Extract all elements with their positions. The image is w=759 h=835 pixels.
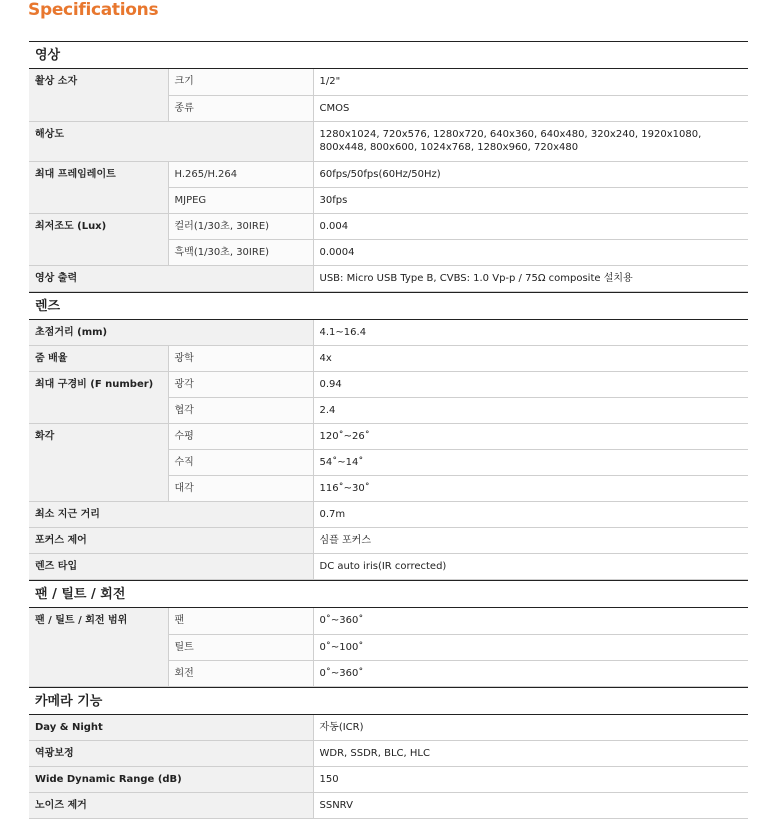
row-header: 줌 배율 <box>29 346 168 372</box>
row-value: USB: Micro USB Type B, CVBS: 1.0 Vp-p / 75Ω composite 설치용 <box>313 265 748 291</box>
table-row <box>29 741 748 767</box>
row-header: 촬상 소자 <box>29 69 168 121</box>
row-value: 30fps <box>313 187 748 213</box>
row-subheader: 틸트 <box>168 634 313 660</box>
row-subheader: 흑백(1/30초, 30IRE) <box>168 239 313 265</box>
row-header: 최대 구경비 (F number) <box>29 372 168 424</box>
table-row <box>29 320 748 346</box>
section-table-camera-functions <box>29 715 748 820</box>
row-subheader: MJPEG <box>168 187 313 213</box>
row-subheader: 수직 <box>168 450 313 476</box>
row-header: 최소 지근 거리 <box>29 502 313 528</box>
row-subheader: 회전 <box>168 660 313 686</box>
row-value: 150 <box>313 767 748 793</box>
row-header: Day & Night <box>29 715 313 741</box>
row-value: 4.1~16.4 <box>313 320 748 346</box>
table-row <box>29 554 748 580</box>
row-header: 렌즈 타입 <box>29 554 313 580</box>
row-value: 0˚~360˚ <box>313 660 748 686</box>
row-subheader: 팬 <box>168 608 313 634</box>
section-header-pan-tilt-rotate: 팬 / 틸트 / 회전 <box>29 580 748 608</box>
row-value: 0.94 <box>313 372 748 398</box>
row-header: 팬 / 틸트 / 회전 범위 <box>29 608 168 686</box>
row-value: 120˚~26˚ <box>313 424 748 450</box>
row-value: 0˚~100˚ <box>313 634 748 660</box>
row-subheader: 컬러(1/30초, 30IRE) <box>168 213 313 239</box>
row-value: SSNRV <box>313 793 748 819</box>
table-row <box>29 715 748 741</box>
table-row <box>29 608 748 634</box>
row-header: Wide Dynamic Range (dB) <box>29 767 313 793</box>
row-subheader: 크기 <box>168 69 313 95</box>
table-row <box>29 793 748 819</box>
row-header: 포커스 제어 <box>29 528 313 554</box>
row-header: 최대 프레임레이트 <box>29 161 168 213</box>
row-header: 해상도 <box>29 121 313 161</box>
row-subheader: 대각 <box>168 476 313 502</box>
row-value: 1280x1024, 720x576, 1280x720, 640x360, 640x480, 320x240, 1920x1080, 800x448, 800x600, 1024x768, 1280x960, 720x480 <box>313 121 748 161</box>
section-table-pan-tilt-rotate <box>29 608 748 687</box>
spec-table <box>29 41 748 819</box>
table-row <box>29 502 748 528</box>
row-value: 116˚~30˚ <box>313 476 748 502</box>
section-table-video <box>29 69 748 292</box>
row-value: 1/2" <box>313 69 748 95</box>
row-subheader: 광각 <box>168 372 313 398</box>
row-header: 최저조도 (Lux) <box>29 213 168 265</box>
row-subheader: 수평 <box>168 424 313 450</box>
table-row <box>29 69 748 95</box>
row-header: 영상 출력 <box>29 265 313 291</box>
row-value: DC auto iris(IR corrected) <box>313 554 748 580</box>
row-subheader: 협각 <box>168 398 313 424</box>
table-row <box>29 161 748 187</box>
row-header: 노이즈 제거 <box>29 793 313 819</box>
row-value: 심플 포커스 <box>313 528 748 554</box>
table-row <box>29 372 748 398</box>
row-value: 0.0004 <box>313 239 748 265</box>
row-value: 4x <box>313 346 748 372</box>
table-row <box>29 213 748 239</box>
row-header: 초점거리 (mm) <box>29 320 313 346</box>
page-title: Specifications <box>28 0 159 20</box>
table-row <box>29 424 748 450</box>
row-value: 0˚~360˚ <box>313 608 748 634</box>
table-row <box>29 767 748 793</box>
section-header-camera-functions: 카메라 기능 <box>29 687 748 715</box>
table-row <box>29 528 748 554</box>
row-value: 자동(ICR) <box>313 715 748 741</box>
table-row <box>29 346 748 372</box>
row-value: CMOS <box>313 95 748 121</box>
row-subheader: 광학 <box>168 346 313 372</box>
row-value: WDR, SSDR, BLC, HLC <box>313 741 748 767</box>
row-subheader: 종류 <box>168 95 313 121</box>
row-value: 2.4 <box>313 398 748 424</box>
row-value: 60fps/50fps(60Hz/50Hz) <box>313 161 748 187</box>
section-header-lens: 렌즈 <box>29 292 748 320</box>
section-table-lens <box>29 320 748 581</box>
row-value: 54˚~14˚ <box>313 450 748 476</box>
table-row <box>29 121 748 161</box>
row-header: 화각 <box>29 424 168 502</box>
table-row <box>29 265 748 291</box>
row-header: 역광보정 <box>29 741 313 767</box>
section-header-video: 영상 <box>29 41 748 69</box>
row-subheader: H.265/H.264 <box>168 161 313 187</box>
row-value: 0.7m <box>313 502 748 528</box>
row-value: 0.004 <box>313 213 748 239</box>
